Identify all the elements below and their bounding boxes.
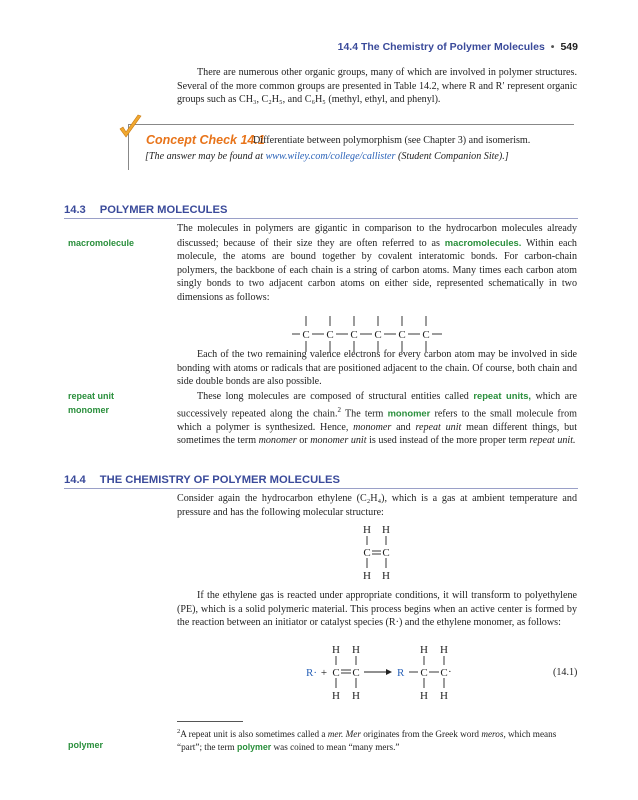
chain-carbon: C — [422, 329, 430, 341]
p3-italic: monomer — [258, 435, 297, 447]
atom-c: C — [352, 667, 360, 679]
p3-italic: repeat unit. — [529, 435, 576, 447]
companion-site-link[interactable]: www.wiley.com/college/callister — [265, 151, 396, 162]
margin-term-macromolecule: macromolecule — [68, 238, 135, 248]
atom-h: H — [363, 524, 371, 536]
initiation-reaction-diagram — [300, 642, 470, 702]
concept-check-answer — [145, 151, 509, 162]
p3-text: The term — [341, 407, 388, 419]
ethylene-structure-diagram — [355, 522, 405, 582]
atom-h: H — [363, 570, 371, 582]
section-number: 14.3 — [64, 204, 86, 216]
chain-carbon: C — [326, 329, 334, 341]
p3-text: or — [296, 435, 311, 447]
p3-text: and — [391, 421, 416, 433]
polymer-molecules-paragraph-3 — [177, 389, 577, 448]
p3-italic: monomer unit — [310, 435, 367, 447]
answer-close: (Student Companion Site).] — [395, 151, 509, 162]
section-title: POLYMER MOLECULES — [99, 204, 228, 216]
initiator-r: R — [397, 667, 405, 679]
footnote — [177, 726, 577, 753]
section-heading-14-4 — [64, 474, 340, 486]
atom-c: C — [420, 667, 428, 679]
plus-sign: + — [320, 667, 328, 679]
footnote-rule — [177, 721, 243, 722]
equation-number: (14.1) — [553, 667, 578, 678]
footnote-text: A repeat unit is also sometimes called a — [180, 729, 328, 740]
p3-text: refers to the small molecule from which a polymer is synthesized. Hence, — [177, 407, 578, 433]
polymer-molecules-paragraph-2: Each of the two remaining valence electrons for every carbon atom may be involved in side bonding with atoms or radicals that are positioned adjacent to the chain. Of course, both chain and side double bonds are also possible. — [177, 349, 577, 388]
concept-check-question: Differentiate between polymorphism (see Chapter 3) and isomerism. — [253, 135, 531, 146]
atom-c: C — [440, 667, 448, 679]
header-section-title: 14.4 The Chemistry of Polymer Molecules — [337, 41, 545, 53]
atom-h: H — [420, 690, 428, 702]
margin-term-repeat-unit: repeat unit — [68, 391, 115, 401]
footnote-italic: meros, — [481, 729, 506, 740]
intro-paragraph: There are numerous other organic groups, many of which are involved in polymer structures. Several of the more common groups are presented in Table 14.2, where R and R′ represent organic groups such as CH₃, C₂H₅, and C₆H₅ (methyl, ethyl, and phenyl). — [177, 67, 577, 106]
atom-h: H — [382, 524, 390, 536]
p1-text-cont: Within each molecule, the atoms are bound together by covalent interatomic bonds. For carbon-chain polymers, the backbone of each chain is a string of carbon atoms. Many times each carbon atom singly bonds to two adjacent carbon atoms on either side, represented schematically in two dimensions as follows: — [177, 237, 577, 303]
concept-check-top-rule — [128, 124, 574, 125]
section-number: 14.4 — [64, 474, 86, 486]
atom-h: H — [440, 644, 448, 656]
chain-carbon: C — [374, 329, 382, 341]
p3-text: These long molecules are composed of structural entities called — [197, 391, 474, 402]
footnote-text: which means “part”; the term — [177, 729, 557, 752]
keyword-repeat-units: repeat units, — [473, 390, 532, 401]
atom-c: C — [332, 667, 340, 679]
concept-check-title: Concept Check 14.1 — [146, 133, 265, 147]
p3-italic: repeat unit — [415, 421, 462, 433]
page-number: 549 — [560, 41, 578, 53]
section-rule — [64, 488, 578, 489]
footnote-text: originates from the Greek word — [360, 729, 482, 740]
p3-italic: monomer — [353, 421, 392, 433]
keyword-polymer: polymer — [236, 741, 272, 752]
footnote-text: was coined to mean “many mers.” — [271, 741, 400, 752]
active-center-dot: · — [448, 666, 452, 678]
atom-h: H — [440, 690, 448, 702]
chain-carbon: C — [398, 329, 406, 341]
p3-text: which are successively repeated along the chain. — [177, 391, 577, 419]
p3-text: is used instead of the more proper term — [366, 435, 530, 447]
answer-open: [The answer may be found at — [145, 151, 266, 162]
atom-h: H — [382, 570, 390, 582]
section-title: THE CHEMISTRY OF POLYMER MOLECULES — [99, 474, 340, 486]
atom-h: H — [420, 644, 428, 656]
atom-c: C — [382, 547, 390, 559]
polymer-chemistry-paragraph-1: Consider again the hydrocarbon ethylene (C₂H₄), which is a gas at ambient temperature and pressure and has the following molecular structure: — [177, 493, 577, 518]
keyword-monomer: monomer — [387, 406, 431, 418]
polymer-molecules-paragraph-1 — [177, 222, 577, 305]
p1-text: The molecules in polymers are gigantic in comparison to the hydrocarbon molecules already discussed; because of their size they are often referred to as — [177, 223, 577, 249]
initiator-radical: R· — [306, 667, 317, 679]
running-header — [338, 41, 578, 53]
atom-h: H — [352, 644, 360, 656]
section-heading-14-3 — [64, 204, 227, 216]
checkmark-icon — [117, 113, 145, 143]
polymer-chemistry-paragraph-2: If the ethylene gas is reacted under appropriate conditions, it will transform to polyethylene (PE), which is a solid polymeric material. This process begins when an active center is formed by the reaction between an initiator or catalyst species (R·) and the ethylene monomer, as follows: — [177, 590, 577, 629]
chain-carbon: C — [350, 329, 358, 341]
footnote-number: 2 — [177, 728, 181, 735]
margin-term-monomer: monomer — [68, 405, 110, 415]
atom-h: H — [332, 690, 340, 702]
keyword-macromolecules: macromolecules. — [444, 236, 522, 248]
margin-term-polymer: polymer — [68, 740, 104, 750]
p3-text: mean different things, but sometimes the term — [177, 421, 578, 447]
footnote-marker: 2 — [337, 405, 341, 414]
header-separator: • — [550, 41, 555, 53]
section-rule — [64, 218, 578, 219]
reaction-arrow — [386, 669, 392, 675]
footnote-italic: mer. Mer — [327, 729, 361, 740]
atom-h: H — [332, 644, 340, 656]
atom-h: H — [352, 690, 360, 702]
chain-carbon: C — [302, 329, 310, 341]
atom-c: C — [363, 547, 371, 559]
